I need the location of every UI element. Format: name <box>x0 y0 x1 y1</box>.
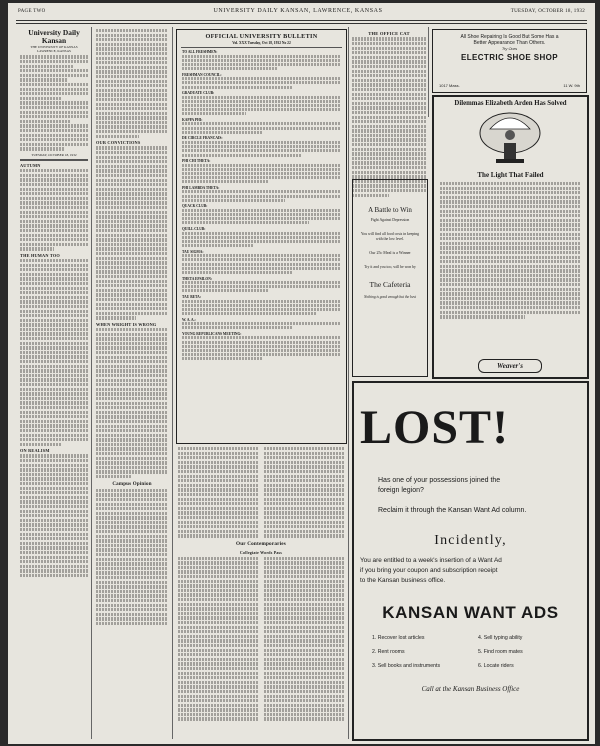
column-divider <box>428 27 429 117</box>
shoe-ad-name: ELECTRIC SHOE SHOP <box>461 53 558 62</box>
lamp-illustration <box>438 109 583 169</box>
header-rule-2 <box>16 23 587 24</box>
want-ad-item: 6. Locate riders <box>478 663 514 669</box>
cafeteria-line2: Fight Against Depression <box>370 218 410 222</box>
editorial-heading-realism: ON REALISM <box>20 448 50 454</box>
cafeteria-line1: A Battle to Win <box>368 206 412 214</box>
bulletin-notice-heading: DE CIRCLE FRANCAIS: <box>182 136 223 141</box>
campus-opinion-heading: Campus Opinion <box>112 482 152 488</box>
bulletin-notice-heading: PHI LAMBDA THETA: <box>182 185 220 190</box>
want-ad-item: 1. Recover lost articles <box>372 635 425 641</box>
column-divider <box>348 27 349 739</box>
bulletin-notice-heading: KAPPA PHI: <box>182 117 203 122</box>
contemporaries-heading: Our Contemporaries <box>235 540 287 547</box>
bulletin-notice <box>182 277 341 293</box>
bulletin-notice-heading: QUACK CLUB: <box>182 204 208 209</box>
newspaper-name: UNIVERSITY DAILY KANSAN, LAWRENCE, KANSAS <box>213 8 383 14</box>
bulletin-notice-heading: W. A. A.: <box>182 317 196 322</box>
lost-body-3: to the Kansan business office. <box>360 577 446 584</box>
bulletin-notice <box>182 250 341 274</box>
bulletin-notice-heading: TAU BETA: <box>182 295 201 300</box>
ad-lost-want-ads <box>352 381 589 741</box>
incidently-heading: Incidently, <box>434 533 507 548</box>
shoe-ad-address-left: 1017 Mass. <box>439 83 460 88</box>
column-divider <box>172 27 173 739</box>
masthead-date: TUESDAY, OCTOBER 18, 1932 <box>31 152 77 157</box>
weavers-logo: Weaver's <box>478 359 542 373</box>
column-editorials <box>20 29 88 737</box>
editorial-heading-wright: WHEN WRIGHT IS WRONG <box>96 321 157 327</box>
lost-body-2: if you bring your coupon and subscription receipt <box>360 567 498 574</box>
bulletin-notice <box>182 91 341 115</box>
lost-question-3: Reclaim it through the Kansan Want Ad column. <box>378 507 527 514</box>
bulletin-box <box>176 29 347 444</box>
shoe-ad-line3: Try Ours <box>501 46 518 51</box>
contemporaries-section <box>178 447 344 737</box>
editorial-heading-human: THE HUMAN TOO <box>20 252 60 258</box>
lost-question-2: foreign legion? <box>378 487 424 494</box>
bulletin-notice <box>182 118 341 134</box>
bulletin-notice <box>182 136 341 156</box>
bulletin-notice <box>182 318 341 330</box>
want-ad-item: 3. Sell books and instruments <box>372 663 441 669</box>
cafeteria-line5: Try it and you too, will be won by <box>364 265 416 269</box>
bulletin-notice <box>182 159 341 183</box>
lost-question-1: Has one of your possessions joined the <box>378 477 501 484</box>
dilemmas-title: Dilemmas Elizabeth Arden Has Solved <box>454 100 567 107</box>
column-convictions <box>96 29 168 737</box>
masthead-place: LAWRENCE, KANSAS <box>37 49 71 54</box>
bulletin-notice-heading: TAU SIGMA: <box>182 249 204 254</box>
bulletin-notice-heading: FRESHMAN COUNCIL: <box>182 72 222 77</box>
editorial-heading-convictions: OUR CONVICTIONS <box>96 139 141 145</box>
collegiate-heading: Collegiate Words Pass <box>239 550 283 556</box>
bulletin-notice-heading: THETA EPSILON: <box>182 276 212 281</box>
bulletin-notice <box>182 186 341 202</box>
bulletin-notice <box>182 227 341 247</box>
masthead-subtitle: THE UNIVERSITY OF KANSAS <box>30 45 78 49</box>
shoe-ad-line2: Better Appearance Than Others. <box>473 40 546 46</box>
bulletin-info: Vol. XXX Tuesday, Oct 18, 1932 No 22 <box>232 41 291 45</box>
page-header <box>18 7 585 17</box>
bulletin-notice-heading: GRADUATE CLUB: <box>182 91 215 96</box>
want-ad-item: 2. Rent rooms <box>372 649 405 655</box>
bulletin-notice <box>182 73 341 89</box>
ad-electric-shoe-shop <box>432 29 587 93</box>
cafeteria-line3: You will find all food costs in keeping with the low level. <box>360 232 420 241</box>
office-cat-title: THE OFFICE CAT <box>368 31 410 36</box>
shoe-ad-line1: All Shoe Repairing Is Good But Some Has a <box>460 34 559 40</box>
newspaper-page <box>8 3 595 744</box>
want-ad-item: 5. Find room mates <box>478 649 523 655</box>
office-cat-column <box>352 29 426 199</box>
bulletin-notice-heading: YOUNG REPUBLICANS MEETING: <box>182 331 242 336</box>
masthead-title: University Daily Kansan <box>28 29 80 45</box>
bulletin-notice-heading: PHI CHI THETA: <box>182 159 211 164</box>
bulletin-notice <box>182 295 341 315</box>
bulletin-notice-heading: TO ALL FRESHMEN: <box>182 50 218 54</box>
ad-dilemmas <box>432 95 589 379</box>
page-label: PAGE TWO <box>18 9 46 14</box>
cafeteria-line6: Nothing is good enough but the best <box>364 295 416 299</box>
bulletin-notice <box>182 204 341 224</box>
lost-body-1: You are entitled to a week's insertion of a Want Ad <box>360 557 502 564</box>
column-divider <box>91 27 92 739</box>
shoe-ad-address-right: 11 W. 9th <box>563 83 580 88</box>
want-ad-item: 4. Sell typing ability <box>478 635 523 641</box>
bulletin-notice <box>182 332 341 360</box>
cafeteria-line4: Our 25c Meal is a Winner <box>369 250 411 255</box>
want-ads-heading: KANSAN WANT ADS <box>382 603 559 622</box>
editorial-heading-autumn: AUTUMN <box>20 162 41 168</box>
lost-headline: LOST! <box>360 401 510 454</box>
bulletin-notice <box>182 50 341 70</box>
lost-call-to-action: Call at the Kansan Business Office <box>421 685 520 693</box>
dilemmas-subtitle: The Light That Failed <box>477 171 544 179</box>
bulletin-notice-heading: QUILL CLUB: <box>182 227 206 232</box>
cafeteria-name: The Cafeteria <box>369 280 411 289</box>
issue-date: TUESDAY, OCTOBER 18, 1932 <box>510 9 585 14</box>
ad-cafeteria <box>352 179 428 377</box>
bulletin-items <box>177 50 346 360</box>
bulletin-title: OFFICIAL UNIVERSITY BULLETIN <box>205 33 318 40</box>
header-rule <box>16 20 587 21</box>
